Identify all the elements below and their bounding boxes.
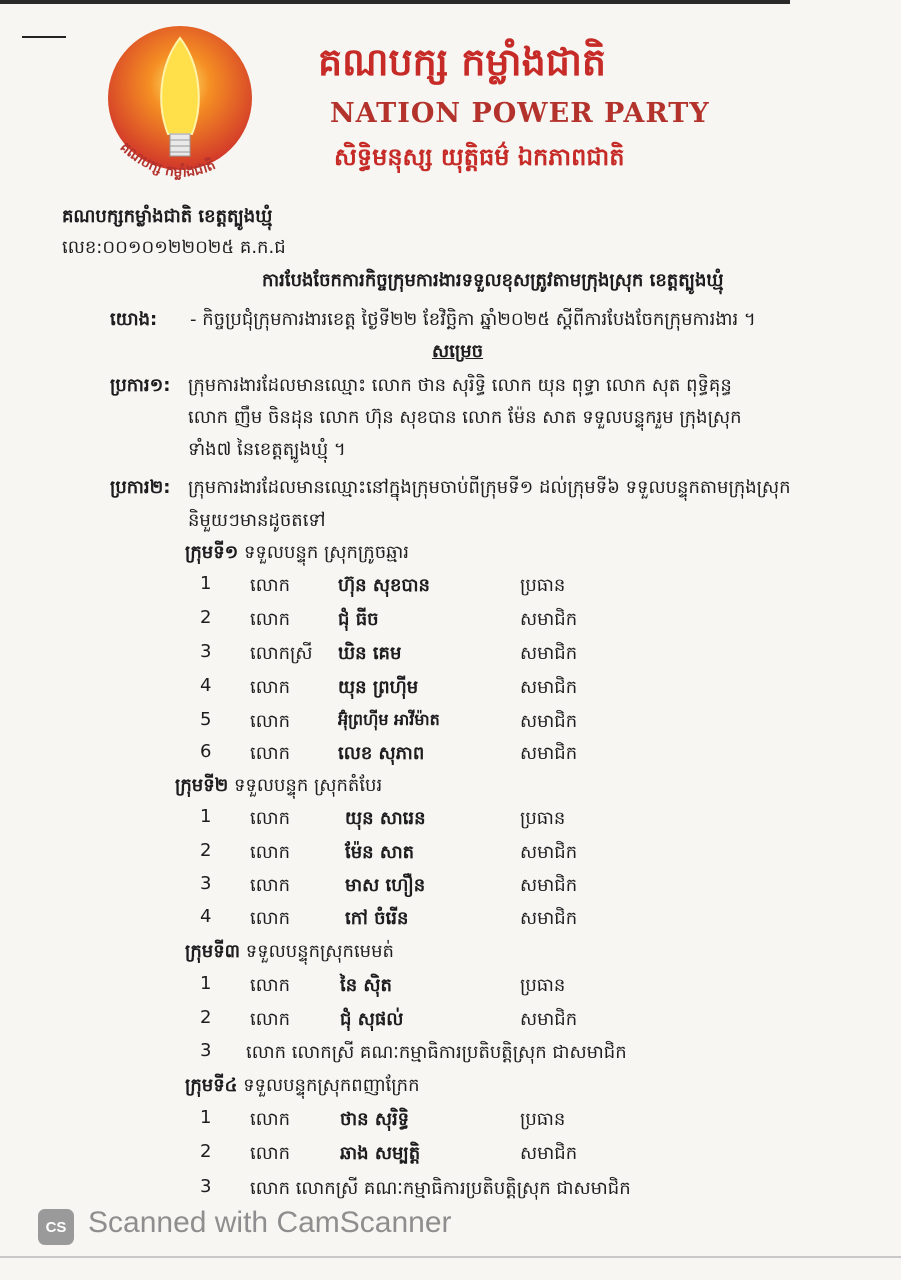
top-border-line xyxy=(0,0,790,4)
member-role: សមាជិក xyxy=(520,842,578,863)
office-name: គណបក្សកម្លាំងជាតិ ខេត្តត្បូងឃ្មុំ xyxy=(62,206,273,227)
member-title: លោក xyxy=(250,609,290,630)
margin-dash-mark xyxy=(22,36,66,38)
member-number: 4 xyxy=(200,675,212,696)
group-note: លោក លោកស្រី គណៈកម្មាធិការប្រតិបត្តិស្រុក ជាសមាជិក xyxy=(246,1042,627,1063)
member-name: មាស ហឿន xyxy=(345,875,426,896)
group-heading: ក្រុមទី៣ ទទួលបន្ទុកស្រុកមេមត់ xyxy=(185,941,394,962)
party-slogan: សិទ្ធិមនុស្ស យុត្តិធម៌ ឯកភាពជាតិ xyxy=(334,143,625,171)
member-title: លោក xyxy=(250,808,290,829)
member-name: កៅ ចំរើន xyxy=(345,908,409,929)
member-name: លេខ សុភាព xyxy=(338,743,425,764)
member-name: ជុំ ធីច xyxy=(338,609,379,630)
member-role: ប្រធាន xyxy=(520,808,566,829)
member-number: 2 xyxy=(200,1141,212,1162)
reference-number: លេខ:០០១០១២២០២៥ គ.ក.ជ xyxy=(62,237,286,258)
member-title: លោក xyxy=(250,1009,290,1030)
member-role: សមាជិក xyxy=(520,908,578,929)
member-title: លោក xyxy=(250,711,290,732)
party-name-khmer: គណបក្ស កម្លាំងជាតិ xyxy=(318,40,607,84)
article-1-label: ប្រការ១: xyxy=(110,375,171,396)
group-heading: ក្រុមទី៤ ទទួលបន្ទុកស្រុកពញាក្រែក xyxy=(185,1075,420,1096)
member-name: ឃិន គេម xyxy=(338,643,402,664)
member-role: ប្រធាន xyxy=(520,1109,566,1130)
member-role: សមាជិក xyxy=(520,609,578,630)
member-title: លោក xyxy=(250,975,290,996)
bottom-border-line xyxy=(0,1256,901,1258)
member-number: 3 xyxy=(200,1176,212,1197)
member-title: លោកស្រី xyxy=(250,643,313,664)
member-title: លោក xyxy=(250,677,290,698)
party-name-english: NATION POWER PARTY xyxy=(330,98,710,129)
camscanner-watermark: Scanned with CamScanner xyxy=(88,1206,452,1239)
member-title: លោក xyxy=(250,575,290,596)
member-title: លោក xyxy=(250,743,290,764)
member-role: សមាជិក xyxy=(520,743,578,764)
member-number: 1 xyxy=(200,973,212,994)
member-title: លោក xyxy=(250,1143,290,1164)
group-heading: ក្រុមទី១ ទទួលបន្ទុក ស្រុកក្រូចឆ្មារ xyxy=(185,542,409,563)
member-name: ឆាង សម្បត្តិ xyxy=(340,1143,421,1164)
member-role: សមាជិក xyxy=(520,875,578,896)
decision-heading: សម្រេច xyxy=(432,341,484,362)
article-2-line: និមួយៗមានដូចតទៅ xyxy=(188,510,326,531)
member-name: ថាន សុរិទ្ធិ xyxy=(340,1109,410,1130)
member-role: សមាជិក xyxy=(520,677,578,698)
member-number: 2 xyxy=(200,840,212,861)
member-role: សមាជិក xyxy=(520,1009,578,1030)
member-number: 1 xyxy=(200,1107,212,1128)
basis-text: - កិច្ចប្រជុំក្រុមការងារខេត្ត ថ្ងៃទី២២ ខែវិច្ឆិកា ឆ្នាំ២០២៥ ស្តីពីការបែងចែកក្រុមការងារ ។ xyxy=(190,309,756,330)
member-role: ប្រធាន xyxy=(520,575,566,596)
member-number: 3 xyxy=(200,873,212,894)
member-name: ម៉ែន សាត xyxy=(345,842,415,863)
member-role: សមាជិក xyxy=(520,643,578,664)
member-number: 1 xyxy=(200,806,212,827)
article-1-line: លោក ញឹម ចិនដុន លោក ហ៊ុន សុខបាន លោក ម៉ែន សាត ទទួលបន្ទុករួម ក្រុងស្រុក xyxy=(188,407,742,428)
member-name: យុន ព្រហ៊ីម xyxy=(338,677,419,698)
member-title: លោក xyxy=(250,1109,290,1130)
member-name: ហ៊ុន សុខបាន xyxy=(338,575,430,596)
article-2-label: ប្រការ២: xyxy=(110,477,171,498)
group-heading: ក្រុមទី២ ទទួលបន្ទុក ស្រុកតំបែរ xyxy=(175,775,383,796)
member-number: 2 xyxy=(200,1007,212,1028)
member-number: 3 xyxy=(200,641,212,662)
member-title: លោក xyxy=(250,908,290,929)
article-1-line: ទាំង៧ នៃខេត្តត្បូងឃ្មុំ ។ xyxy=(188,439,346,460)
camscanner-logo-icon: CS xyxy=(38,1209,74,1245)
member-title: លោក xyxy=(250,842,290,863)
member-name: ជុំ សុផល់ xyxy=(340,1009,404,1030)
member-number: 5 xyxy=(200,709,212,730)
member-number: 6 xyxy=(200,741,212,762)
article-2-line: ក្រុមការងារដែលមានឈ្មោះនៅក្នុងក្រុមចាប់ពីក្រុមទី១ ដល់ក្រុមទី៦ ទទួលបន្ទុកតាមក្រុងស្រុក xyxy=(188,477,791,498)
member-role: សមាជិក xyxy=(520,1143,578,1164)
member-title: លោក xyxy=(250,875,290,896)
member-number: 4 xyxy=(200,906,212,927)
svg-text:គណបក្ស កម្លាំងជាតិ: គណបក្ស កម្លាំងជាតិ xyxy=(116,139,219,181)
member-role: សមាជិក xyxy=(520,711,578,732)
member-role: ប្រធាន xyxy=(520,975,566,996)
member-number: 3 xyxy=(200,1040,212,1061)
member-number: 2 xyxy=(200,607,212,628)
document-subject: ការបែងចែកការកិច្ចក្រុមការងារទទួលខុសត្រូវតាមក្រុងស្រុក ខេត្តត្បូងឃ្មុំ xyxy=(262,270,724,291)
member-name: អ៊ុំព្រហ៊ីម អាវីម៉ាត xyxy=(338,710,440,729)
basis-label: យោង: xyxy=(110,309,158,330)
member-number: 1 xyxy=(200,573,212,594)
article-1-line: ក្រុមការងារដែលមានឈ្មោះ លោក ថាន សុរិទ្ធិ លោក យុន ពុទ្ធា លោក សុត ពុទ្ធិគុន្ធ xyxy=(188,375,732,396)
group-note: លោក លោកស្រី គណៈកម្មាធិការប្រតិបត្តិស្រុក ជាសមាជិក xyxy=(250,1178,631,1199)
party-logo-flame-bulb xyxy=(100,24,260,194)
member-name: នៃ ស៊ិត xyxy=(340,975,392,996)
member-name: យុន សារេន xyxy=(345,808,426,829)
